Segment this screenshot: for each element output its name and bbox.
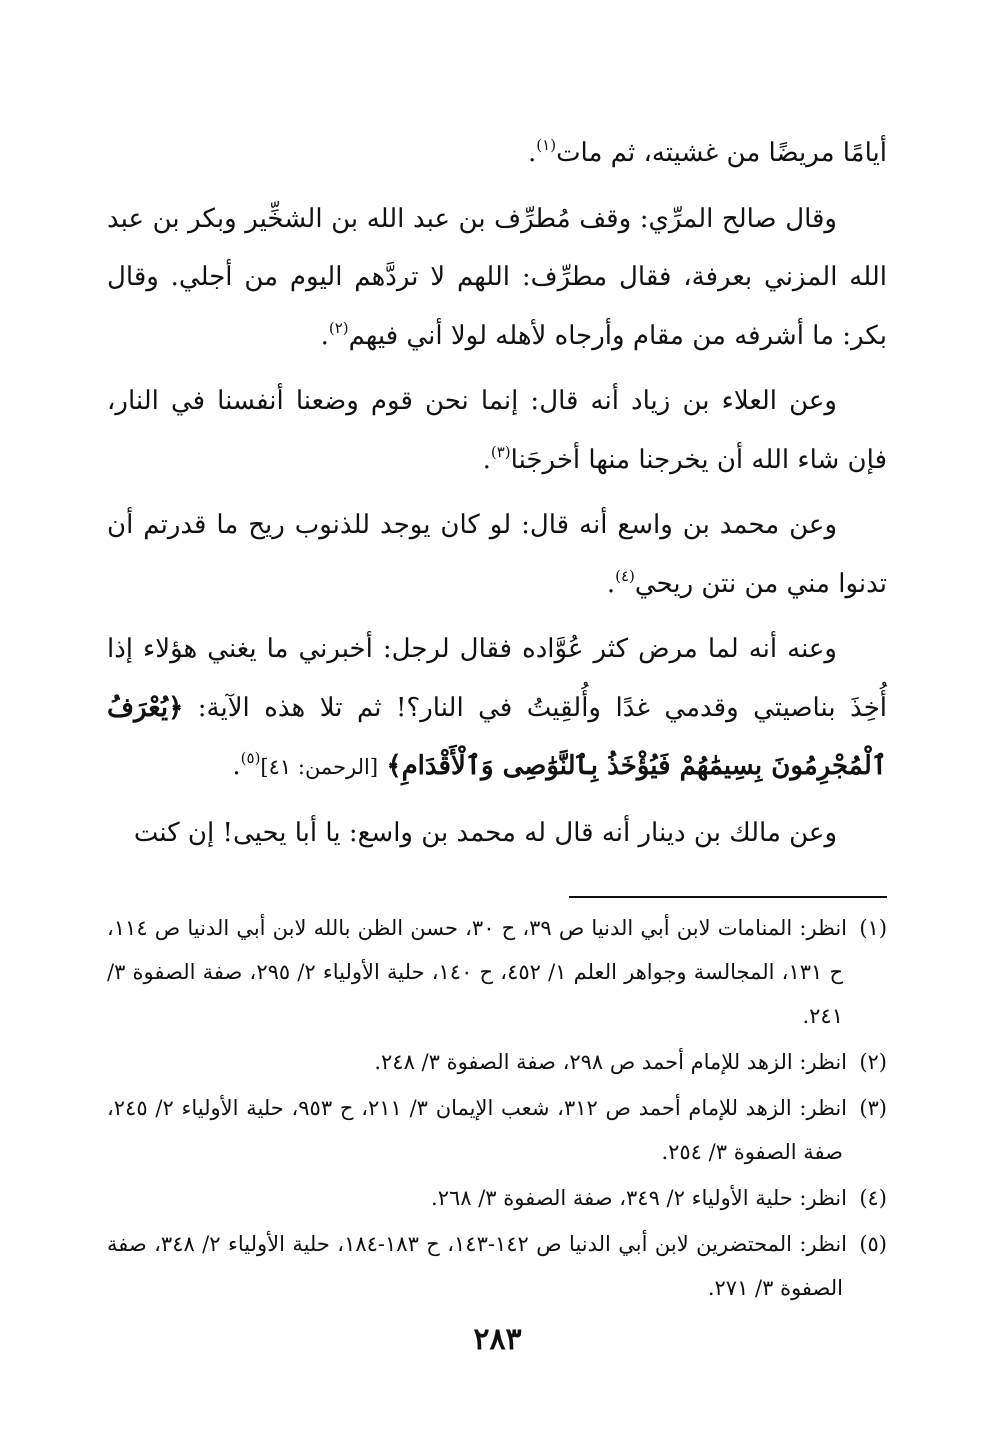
paragraph-4: وعن محمد بن واسع أنه قال: لو كان يوجد للذنوب ريح ما قدرتم أن تدنوا مني من نتن ريحي$^{(٤)}$. [107,510,887,599]
verse-reference: [الرحمن: ٤١] [260,755,379,779]
quran-verse: ﴿يُعْرَفُ ٱلْمُجْرِمُونَ بِسِيمَٰهُمْ فَيُؤْخَذُ بِٱلنَّوَٰصِى وَٱلْأَقْدَامِ﴾ [107,692,887,781]
footnote-text: انظر: الزهد للإمام أحمد ص ٢٩٨، صفة الصفوة ٣/ ٢٤٨. [374,1050,847,1074]
footnote-ref-2: (٢) [328,318,349,337]
footnote-divider [569,896,887,898]
footnote-item [107,1040,887,1084]
paragraph-1-text: أيامًا مريضًا من غشيته، ثم مات [556,138,887,168]
paragraph-5: وعنه أنه لما مرض كثر عُوَّاده فقال لرجل: أخبرني ما يغني هؤلاء إذا أُخِذَ بناصيتي وقدمي غدًا وأُلقِيتُ في النار؟! ثم تلا هذه الآية: ﴿يُعْرَفُ ٱلْمُجْرِمُونَ بِسِيمَٰهُمْ فَيُؤْخَذُ بِٱلنَّوَٰصِى وَٱلْأَقْدَامِ﴾ [الرحمن: ٤١]$^{(٥)}$. [107,634,887,781]
footnote-number: (٣) [859,1096,887,1120]
paragraph-6-text: وعن مالك بن دينار أنه قال له محمد بن واسع: يا أبا يحيى! إن كنت [133,817,837,848]
footnote-number: (٢) [859,1050,887,1074]
footnote-text: انظر: حلية الأولياء ٢/ ٣٤٩، صفة الصفوة ٣/ ٢٦٨. [431,1186,847,1210]
footnote-ref-4: (٤) [615,566,635,585]
footnote-number: (١) [859,916,888,940]
paragraph-5-text: وعنه أنه لما مرض كثر عُوَّاده فقال لرجل: أخبرني ما يغني هؤلاء إذا أُخِذَ بناصيتي وقدمي غدًا وأُلقِيتُ في النار؟! ثم تلا هذه الآية: [107,634,887,723]
footnote-item [107,906,887,1038]
footnote-text: انظر: الزهد للإمام أحمد ص ٣١٢، شعب الإيمان ٣/ ٢١١، ح ٩٥٣، حلية الأولياء ٢/ ٢٤٥، صفة الصفوة ٣/ ٢٥٤. [107,1096,847,1164]
page-number: ٢٨٣ [473,1322,522,1357]
footnote-number: (٤) [859,1186,887,1210]
paragraph-3: وعن العلاء بن زياد أنه قال: إنما نحن قوم وضعنا أنفسنا في النار، فإن شاء الله أن يخرجنا منها أخرجَنا$^{(٣)}$. [107,386,887,475]
footnote-ref-3: (٣) [490,442,511,461]
footnotes [107,906,887,1312]
main-text [107,124,887,869]
footnote-number: (٥) [859,1232,887,1256]
paragraph-2: وقال صالح المرِّي: وقف مُطرِّف بن عبد الله بن الشخِّير وبكر بن عبد الله المزني بعرفة، فقال مطرِّف: اللهم لا تردَّهم اليوم من أجلي. وقال بكر: ما أشرفه من مقام وأرجاه لأهله لولا أني فيهم$^{(٢)}$. [107,203,887,351]
footnote-text: انظر: المنامات لابن أبي الدنيا ص ٣٩، ح ٣٠، حسن الظن بالله لابن أبي الدنيا ص ١١٤، ح ١٣١، المجالسة وجواهر العلم ١/ ٤٥٢، ح ١٤٠، حلية الأولياء ٢/ ٢٩٥، صفة الصفوة ٣/ ٢٤١. [107,916,848,1028]
paragraph-4-text: وعن محمد بن واسع أنه قال: لو كان يوجد للذنوب ريح ما قدرتم أن تدنوا مني من نتن ريحي [107,510,887,599]
paragraph-1: أيامًا مريضًا من غشيته، ثم مات$^{(١)}$. [528,136,887,168]
footnote-item [107,1222,887,1310]
footnote-ref-5: (٥) [240,749,261,767]
footnote-ref-1: (١) [536,136,557,154]
paragraph-2-text: وقال صالح المرِّي: وقف مُطرِّف بن عبد الله بن الشخِّير وبكر بن عبد الله المزني بعرفة، فقال مطرِّف: اللهم لا تردَّهم اليوم من أجلي. وقال بكر: ما أشرفه من مقام وأرجاه لأهله لولا أني فيهم [107,203,887,351]
paragraph-6 [107,804,887,863]
paragraph-3-text: وعن العلاء بن زياد أنه قال: إنما نحن قوم وضعنا أنفسنا في النار، فإن شاء الله أن يخرجنا منها أخرجَنا [107,386,887,475]
footnote-text: انظر: المحتضرين لابن أبي الدنيا ص ١٤٢-١٤٣، ح ١٨٣-١٨٤، حلية الأولياء ٢/ ٣٤٨، صفة الصفوة ٣/ ٢٧١. [107,1232,847,1300]
footnote-item [107,1176,887,1220]
footnote-item [107,1086,887,1174]
